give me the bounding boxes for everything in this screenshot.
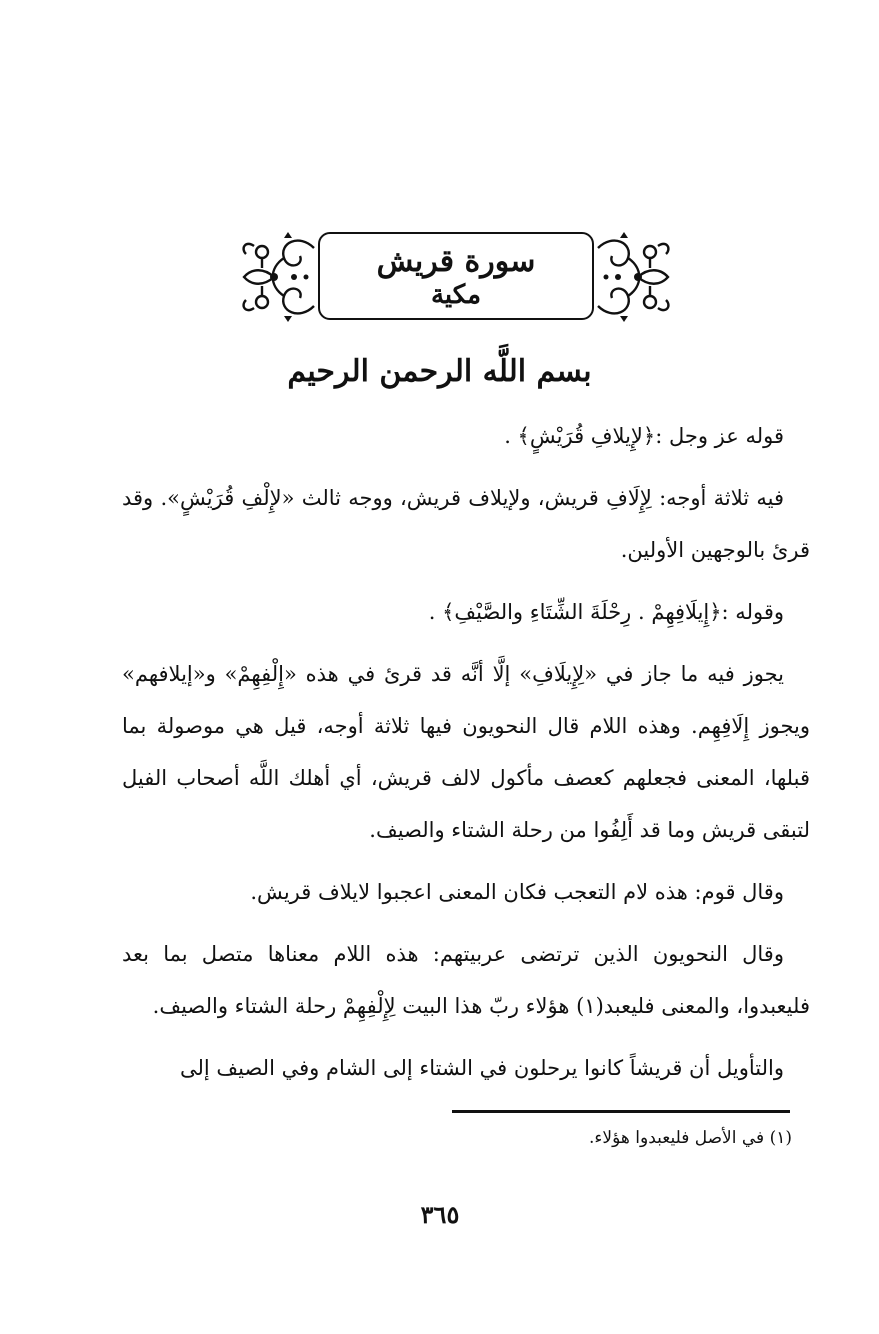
sura-type: مكية xyxy=(430,280,482,310)
body-text xyxy=(122,410,810,1094)
title-frame xyxy=(318,232,594,320)
footnote-separator xyxy=(452,1110,790,1113)
paragraph: والتأويل أن قريشاً كانوا يرحلون في الشتاء إلى الشام وفي الصيف إلى xyxy=(179,1056,784,1080)
paragraph: فيه ثلاثة أوجه: لِإِلَافِ قريش، ولإيلاف قريش، ووجه ثالث «لإِلْفِ قُرَيْشٍ». وقد قرئ بالوجهين الأولين. xyxy=(122,486,810,562)
paragraph: قوله عز وجل :﴿لإِيلافِ قُرَيْشٍ﴾ . xyxy=(504,424,784,448)
floral-ornament-icon xyxy=(236,228,324,326)
floral-ornament-icon xyxy=(588,228,676,326)
basmala: بسم اللَّه الرحمن الرحيم xyxy=(287,354,592,389)
footnote: (١) في الأصل فليعبدوا هؤلاء. xyxy=(589,1128,792,1148)
paragraph: وقال قوم: هذه لام التعجب فكان المعنى اعجبوا لايلاف قريش. xyxy=(250,880,784,904)
paragraph: وقال النحويون الذين ترتضى عربيتهم: هذه اللام معناها متصل بما بعد فليعبدوا، والمعنى فليعبد(١) هؤلاء ربّ هذا البيت لِإِلْفِهِمْ رحلة الشتاء والصيف. xyxy=(122,942,810,1018)
page-number: ٣٦٥ xyxy=(420,1200,460,1229)
paragraph: يجوز فيه ما جاز في «لِإِيلَافِ» إلَّا أنَّه قد قرئ في هذه «إِلْفِهِمْ» و«إيلافهم» ويجوز إِلَافِهِم. وهذه اللام قال النحويون فيها ثلاثة أوجه، قيل هي موصولة بما قبلها، المعنى فجعلهم كعصف مأكول لالف قريش، أي أهلك اللَّه أصحاب الفيل لتبقى قريش وما قد أَلِفُوا من رحلة الشتاء والصيف. xyxy=(122,662,810,842)
sura-title-cartouche xyxy=(236,228,676,326)
sura-title: سورة قريش xyxy=(376,244,536,279)
paragraph: وقوله :﴿إِيلَافِهِمْ . رِحْلَةَ الشِّتَاءِ والصَّيْفِ﴾ . xyxy=(428,600,784,624)
